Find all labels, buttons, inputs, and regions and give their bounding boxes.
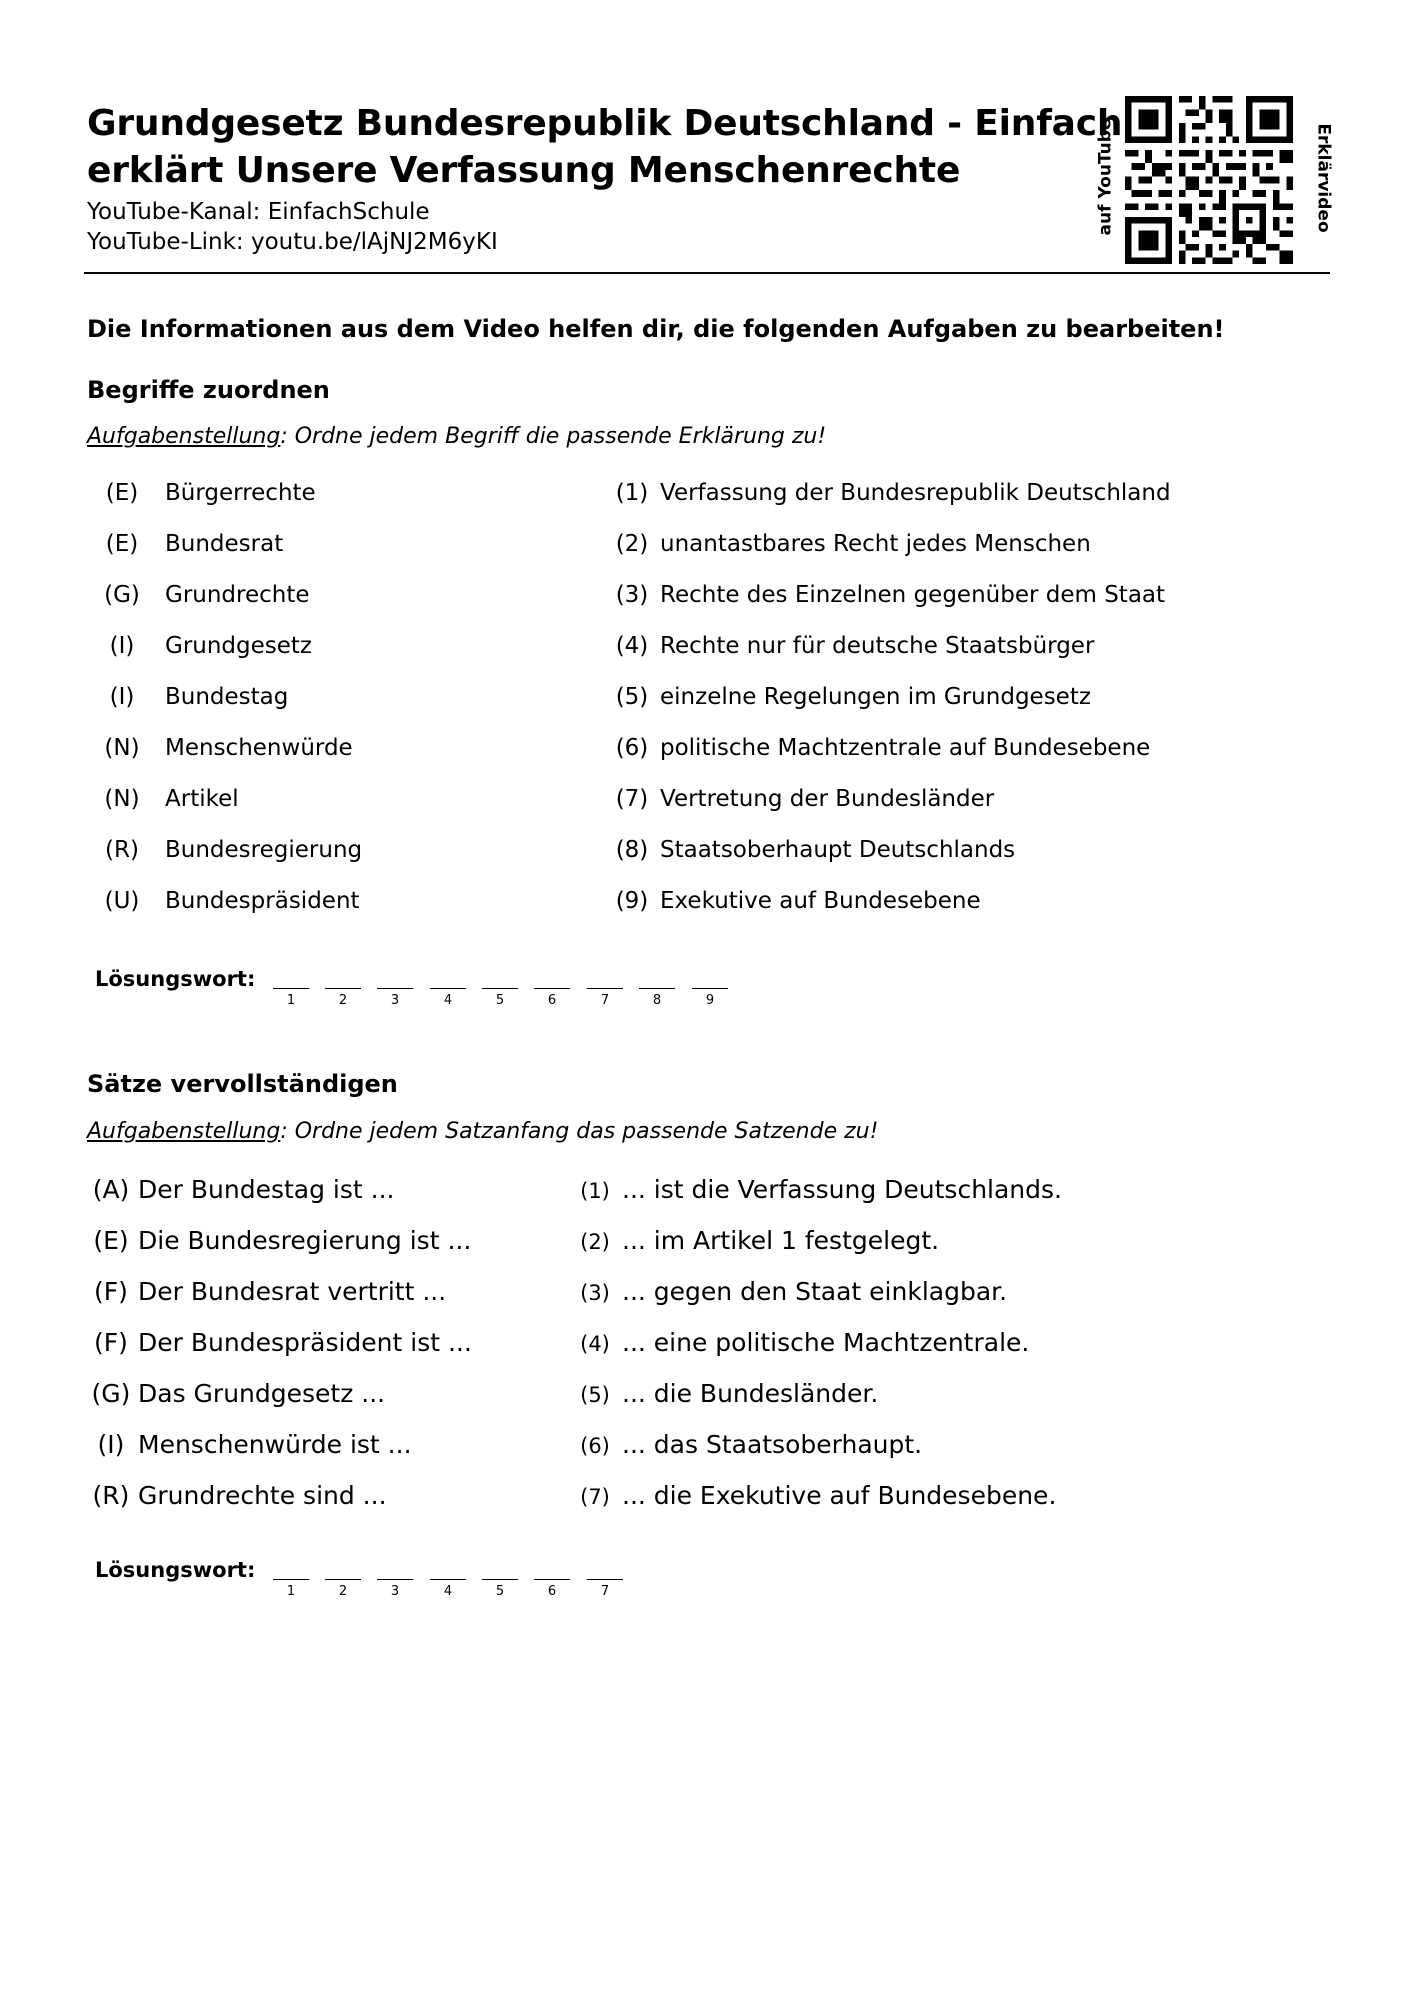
page-title-line-1: Grundgesetz Bundesrepublik Deutschland - Einfach — [87, 103, 1123, 144]
sentence-beginning: (F) Der Bundespräsident ist ... — [94, 1328, 472, 1357]
sentence-beginning: (R) Grundrechte sind ... — [92, 1481, 387, 1510]
qr-left-label: auf YouTube — [1095, 118, 1116, 236]
sentence-ending: (2) ... im Artikel 1 festgelegt. — [580, 1226, 940, 1255]
intro-text: Die Informationen aus dem Video helfen dir, die folgenden Aufgaben zu bearbeiten! — [87, 315, 1225, 343]
solution-blank[interactable]: 3 — [377, 988, 413, 1008]
solution-blank[interactable]: 1 — [273, 1579, 309, 1599]
definition-item: (6) politische Machtzentrale auf Bundesebene — [615, 735, 1151, 761]
sentence-beginning: (F) Der Bundesrat vertritt ... — [94, 1277, 447, 1306]
solution-blank[interactable]: 7 — [587, 1579, 623, 1599]
solution-blank[interactable]: 6 — [534, 988, 570, 1008]
section-1-instruction — [87, 424, 826, 449]
solution-word-label: Lösungswort: — [95, 1558, 256, 1582]
sentence-ending: (5) ... die Bundesländer. — [580, 1379, 879, 1408]
sentence-beginning: (A) Der Bundestag ist ... — [92, 1175, 395, 1204]
solution-blank[interactable]: 4 — [430, 988, 466, 1008]
term-item: (I) Grundgesetz — [109, 633, 313, 659]
sentence-ending: (4) ... eine politische Machtzentrale. — [580, 1328, 1030, 1357]
solution-blank[interactable]: 7 — [587, 988, 623, 1008]
qr-right-label: Erklärvideo — [1313, 123, 1334, 233]
solution-blank[interactable]: 2 — [325, 988, 361, 1008]
definition-item: (4) Rechte nur für deutsche Staatsbürger — [615, 633, 1095, 659]
solution-blank[interactable]: 2 — [325, 1579, 361, 1599]
sentence-ending: (3) ... gegen den Staat einklagbar. — [580, 1277, 1008, 1306]
instruction-label: Aufgabenstellung — [87, 424, 281, 449]
section-2-instruction — [87, 1119, 878, 1144]
sentence-beginning: (I) Menschenwürde ist ... — [97, 1430, 412, 1459]
section-2-title: Sätze vervollständigen — [87, 1070, 398, 1098]
term-item: (R) Bundesregierung — [105, 837, 363, 863]
section-1-title: Begriffe zuordnen — [87, 376, 330, 404]
instruction-text: : Ordne jedem Begriff die passende Erklärung zu! — [280, 424, 827, 449]
page-title-line-2: erklärt Unsere Verfassung Menschenrechte — [87, 150, 961, 191]
solution-blank[interactable]: 3 — [377, 1579, 413, 1599]
solution-blank[interactable]: 9 — [692, 988, 728, 1008]
term-item: (N) Menschenwürde — [104, 735, 353, 761]
definition-item: (5) einzelne Regelungen im Grundgesetz — [615, 684, 1091, 710]
sentence-ending: (1) ... ist die Verfassung Deutschlands. — [580, 1175, 1062, 1204]
sentence-ending: (6) ... das Staatsoberhaupt. — [580, 1430, 923, 1459]
instruction-label: Aufgabenstellung — [87, 1119, 281, 1144]
video-link[interactable]: YouTube-Link: youtu.be/lAjNJ2M6yKI — [87, 229, 498, 255]
definition-item: (1) Verfassung der Bundesrepublik Deutschland — [615, 480, 1171, 506]
qr-code-icon[interactable] — [1125, 96, 1293, 264]
sentence-beginning: (G) Das Grundgesetz ... — [91, 1379, 386, 1408]
solution-word-label: Lösungswort: — [95, 967, 256, 991]
definition-item: (7) Vertretung der Bundesländer — [615, 786, 995, 812]
term-item: (E) Bürgerrechte — [105, 480, 316, 506]
solution-blank[interactable]: 5 — [482, 1579, 518, 1599]
channel-label: YouTube-Kanal: EinfachSchule — [87, 199, 430, 225]
solution-blank[interactable]: 4 — [430, 1579, 466, 1599]
sentence-beginning: (E) Die Bundesregierung ist ... — [93, 1226, 472, 1255]
header-divider — [84, 272, 1330, 274]
definition-item: (9) Exekutive auf Bundesebene — [615, 888, 981, 914]
term-item: (G) Grundrechte — [104, 582, 310, 608]
term-item: (I) Bundestag — [109, 684, 289, 710]
definition-item: (3) Rechte des Einzelnen gegenüber dem Staat — [615, 582, 1166, 608]
term-item: (N) Artikel — [104, 786, 239, 812]
solution-blank[interactable]: 5 — [482, 988, 518, 1008]
solution-blank[interactable]: 6 — [534, 1579, 570, 1599]
definition-item: (2) unantastbares Recht jedes Menschen — [615, 531, 1091, 557]
instruction-text: : Ordne jedem Satzanfang das passende Satzende zu! — [280, 1119, 879, 1144]
solution-blank[interactable]: 8 — [639, 988, 675, 1008]
term-item: (U) Bundespräsident — [104, 888, 360, 914]
solution-blank[interactable]: 1 — [273, 988, 309, 1008]
term-item: (E) Bundesrat — [105, 531, 284, 557]
definition-item: (8) Staatsoberhaupt Deutschlands — [615, 837, 1016, 863]
sentence-ending: (7) ... die Exekutive auf Bundesebene. — [580, 1481, 1057, 1510]
